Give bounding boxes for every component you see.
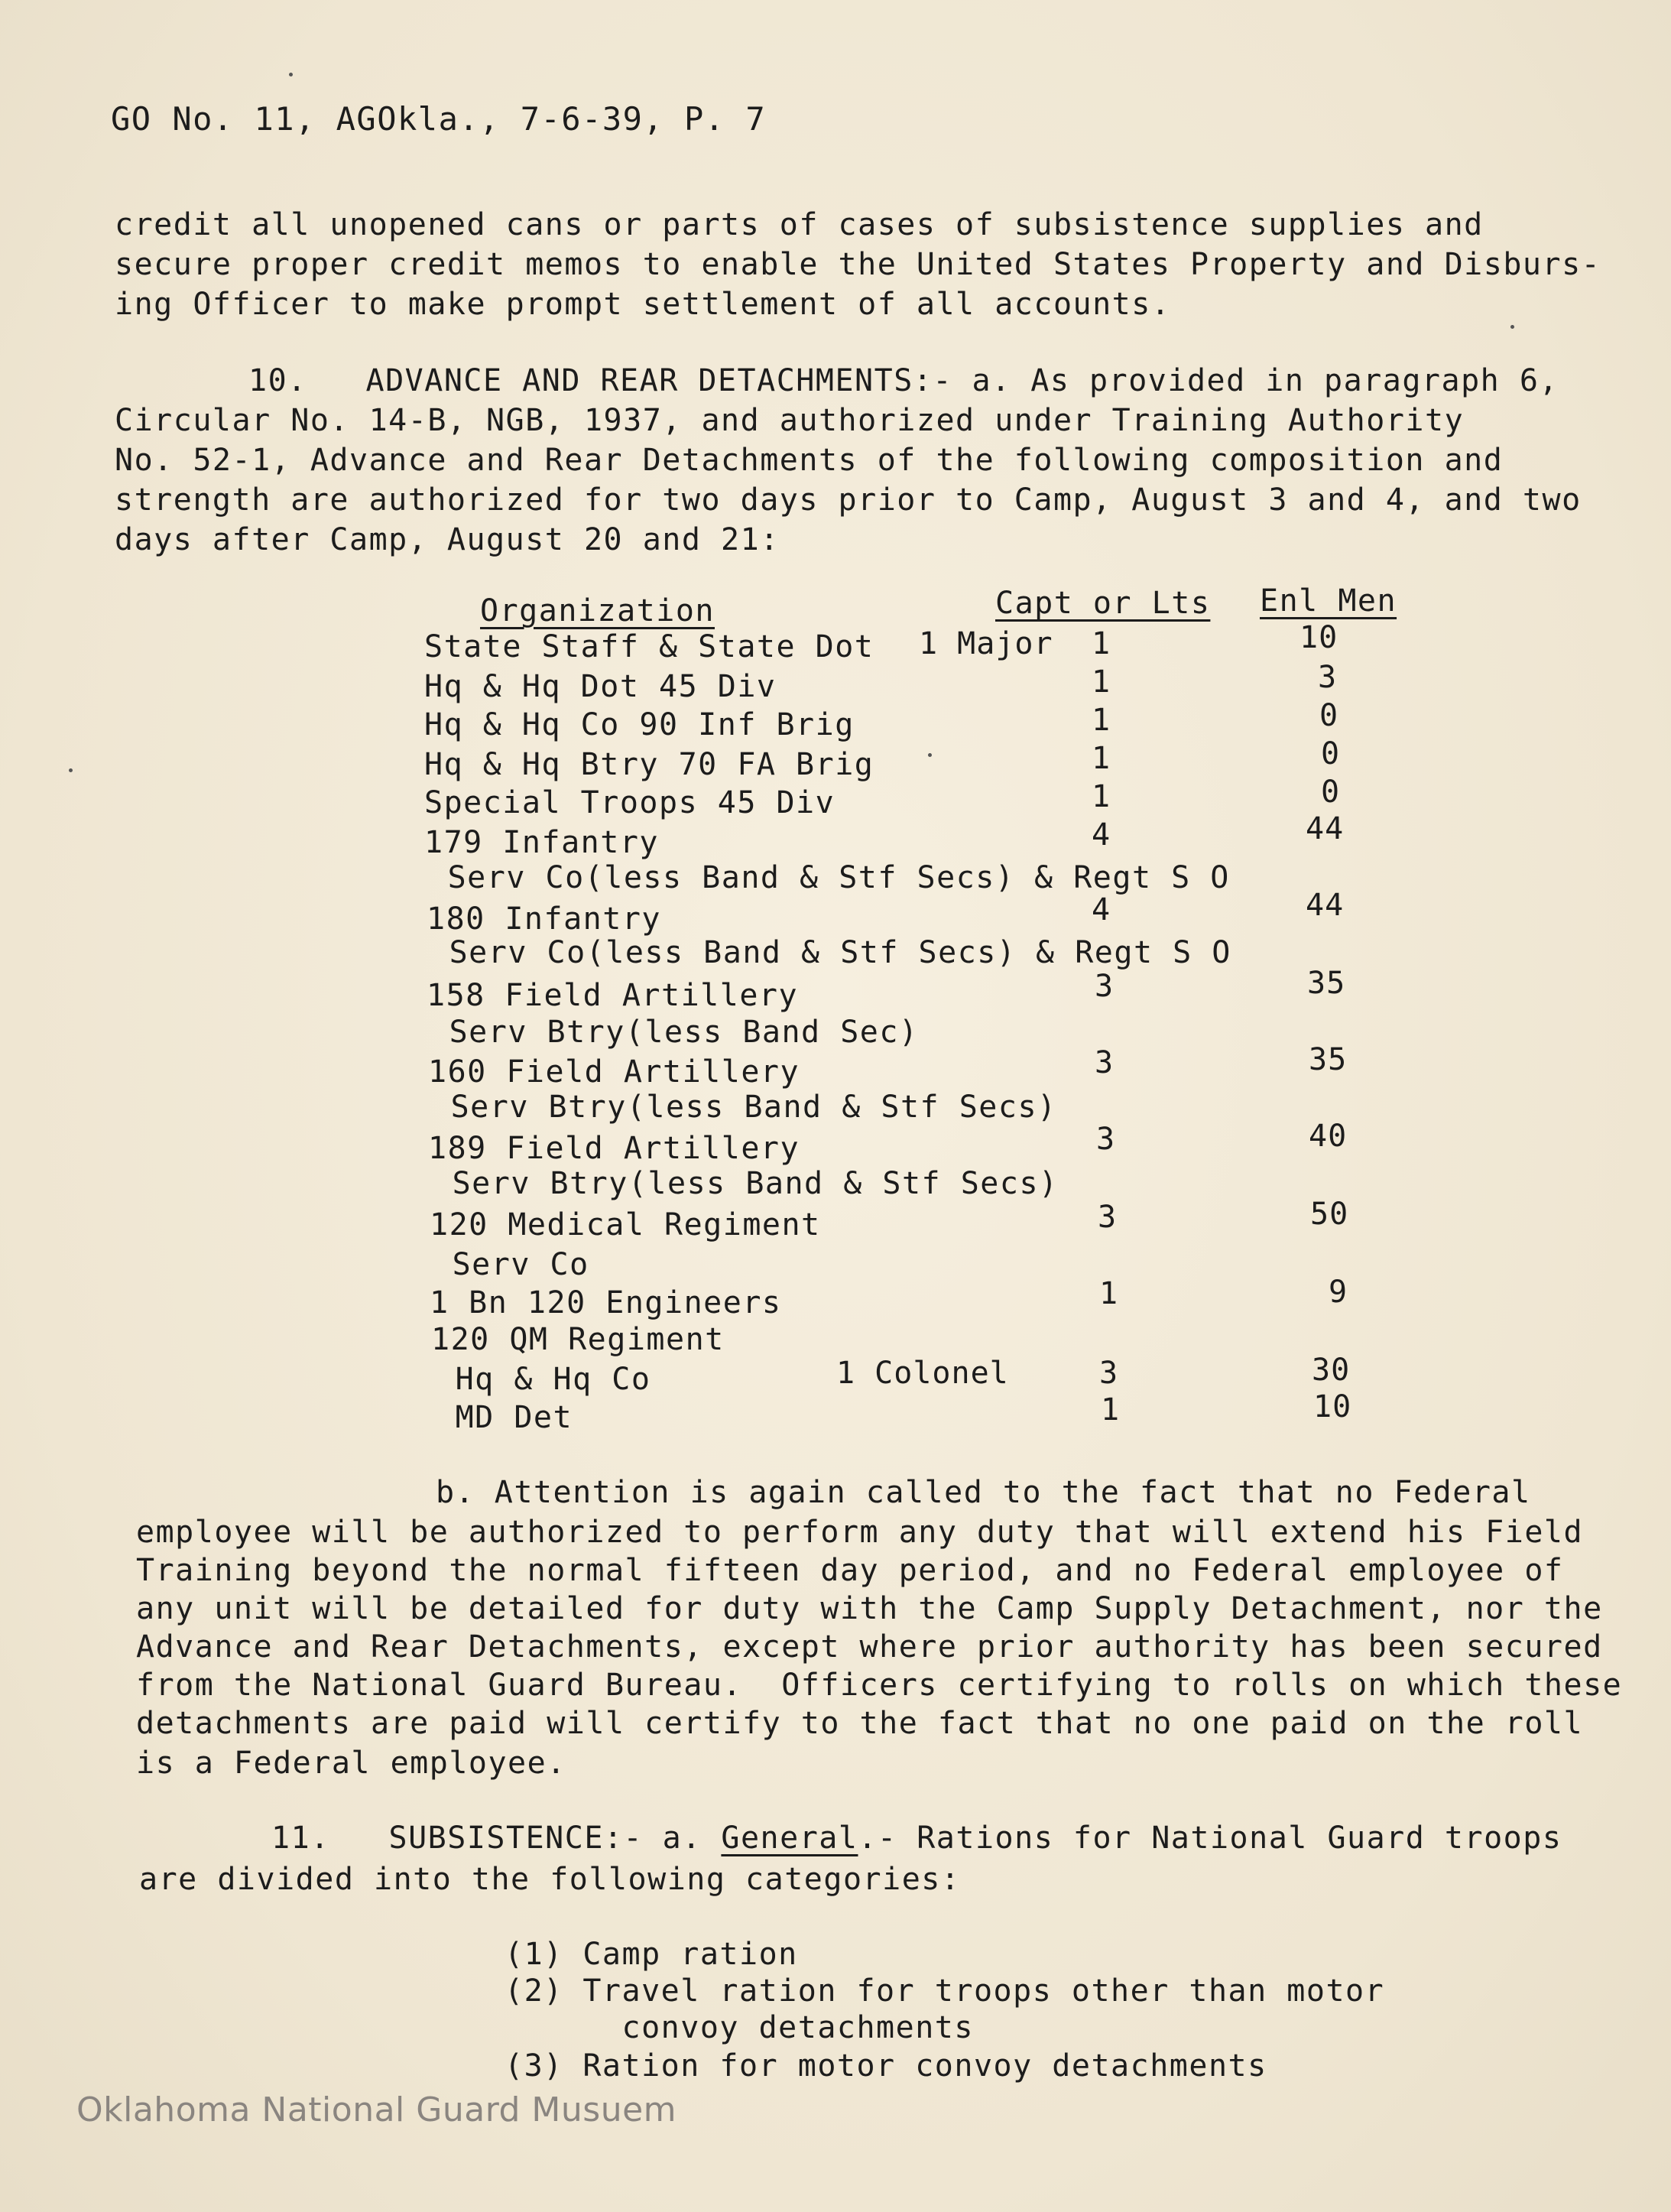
paragraph-10-line: No. 52-1, Advance and Rear Detachments of the following composition and — [115, 443, 1504, 478]
row-enlisted: 9 — [1329, 1275, 1348, 1310]
row-organization: Hq & Hq Co — [436, 1362, 651, 1397]
row-enlisted: 50 — [1310, 1197, 1349, 1232]
paragraph-10b-line: any unit will be detailed for duty with the Camp Supply Detachment, nor the — [136, 1591, 1603, 1626]
row-enlisted: 35 — [1307, 966, 1346, 1001]
row-officers: 1 — [1092, 741, 1111, 776]
row-enlisted: 0 — [1321, 775, 1341, 810]
row-enlisted: 44 — [1306, 888, 1345, 923]
column-header-officers: Capt or Lts — [995, 586, 1211, 621]
row-organization: State Staff & State Dot — [424, 629, 874, 664]
row-officers: 1 — [1092, 664, 1111, 700]
paragraph-10-line: Circular No. 14-B, NGB, 1937, and authorized under Training Authority — [115, 403, 1465, 438]
row-officers: 1 — [1101, 1392, 1121, 1428]
row-enlisted: 10 — [1299, 620, 1338, 655]
row-organization: 179 Infantry — [424, 825, 659, 860]
row-officers: 1 — [1092, 626, 1111, 661]
paragraph-11-line — [271, 1820, 1562, 1856]
row-officers: 4 — [1092, 892, 1111, 927]
row-officers: 1 — [1092, 703, 1111, 738]
paper-speck — [928, 753, 932, 757]
row-organization: 189 Field Artillery — [428, 1131, 800, 1166]
intro-line: secure proper credit memos to enable the United States Property and Disburs- — [115, 247, 1601, 282]
paragraph-10b-line: employee will be authorized to perform any duty that will extend his Field — [136, 1515, 1584, 1550]
row-officers: 3 — [1099, 1356, 1119, 1391]
ration-list-item: (1) Camp ration — [505, 1937, 798, 1972]
page-header: GO No. 11, AGOkla., 7-6-39, P. 7 — [111, 100, 767, 138]
intro-line: ing Officer to make prompt settlement of all accounts. — [115, 287, 1171, 322]
row-organization: Serv Co(less Band & Stf Secs) & Regt S O — [428, 860, 1230, 895]
row-rank: 1 Colonel — [836, 1356, 1009, 1391]
paragraph-10b-line: b. Attention is again called to the fact that no Federal — [436, 1475, 1531, 1510]
row-organization: Special Troops 45 Div — [424, 785, 836, 820]
row-organization: MD Det — [436, 1400, 573, 1435]
row-enlisted: 3 — [1318, 660, 1338, 695]
intro-line: credit all unopened cans or parts of cases of subsistence supplies and — [115, 207, 1484, 242]
row-organization: 160 Field Artillery — [428, 1054, 800, 1090]
row-organization: 180 Infantry — [427, 901, 661, 937]
row-officers: 3 — [1095, 1045, 1115, 1080]
row-organization: Serv Btry(less Band & Stf Secs) — [433, 1166, 1059, 1201]
row-organization: Serv Btry(less Band & Stf Secs) — [431, 1090, 1057, 1125]
paragraph-10b-line: Advance and Rear Detachments, except where prior authority has been secured — [136, 1629, 1603, 1665]
row-enlisted: 30 — [1312, 1353, 1351, 1388]
paragraph-11-general: General — [721, 1821, 858, 1856]
row-enlisted: 40 — [1309, 1119, 1348, 1154]
column-header-organization: Organization — [480, 593, 715, 629]
row-enlisted: 10 — [1313, 1389, 1352, 1424]
paragraph-10b-line: is a Federal employee. — [136, 1746, 566, 1781]
paragraph-11-line: are divided into the following categories: — [139, 1862, 961, 1897]
row-organization: Serv Btry(less Band Sec) — [430, 1015, 919, 1050]
paragraph-10-line: 10. ADVANCE AND REAR DETACHMENTS:- a. As provided in paragraph 6, — [248, 363, 1559, 398]
paper-speck — [69, 768, 73, 772]
ration-list-item: (2) Travel ration for troops other than motor — [505, 1973, 1385, 2009]
row-organization: 120 QM Regiment — [431, 1322, 725, 1357]
row-enlisted: 35 — [1309, 1042, 1348, 1077]
paragraph-10b-line: from the National Guard Bureau. Officers certifying to rolls on which these — [136, 1668, 1623, 1703]
paragraph-11-lead: 11. SUBSISTENCE:- a. — [271, 1821, 722, 1856]
paragraph-10-line: days after Camp, August 20 and 21: — [115, 522, 780, 557]
row-organization: 120 Medical Regiment — [430, 1207, 821, 1242]
row-organization: 158 Field Artillery — [427, 978, 799, 1013]
row-organization: Serv Co — [433, 1247, 589, 1282]
row-officers: 3 — [1098, 1200, 1118, 1235]
paper-speck — [1510, 325, 1514, 329]
row-organization: Serv Co(less Band & Stf Secs) & Regt S O — [430, 935, 1231, 970]
paragraph-11-rest: .- Rations for National Guard troops — [858, 1821, 1562, 1856]
museum-watermark: Oklahoma National Guard Musuem — [76, 2090, 677, 2129]
paper-speck — [289, 73, 293, 76]
paragraph-10-line: strength are authorized for two days prior to Camp, August 3 and 4, and two — [115, 482, 1582, 518]
row-officers: 1 — [1099, 1276, 1119, 1311]
row-enlisted: 44 — [1306, 811, 1345, 846]
row-enlisted: 0 — [1321, 736, 1341, 771]
row-organization: Hq & Hq Co 90 Inf Brig — [424, 707, 855, 742]
row-officers: 3 — [1096, 1122, 1116, 1157]
paragraph-10b-line: detachments are paid will certify to the fact that no one paid on the roll — [136, 1706, 1584, 1741]
row-organization: 1 Bn 120 Engineers — [430, 1285, 782, 1320]
row-organization: Hq & Hq Btry 70 FA Brig — [424, 747, 874, 782]
row-officers: 3 — [1095, 969, 1115, 1004]
row-officers: 1 — [1092, 779, 1111, 814]
paragraph-10b-line: Training beyond the normal fifteen day period, and no Federal employee of — [136, 1553, 1564, 1588]
row-enlisted: 0 — [1319, 698, 1339, 733]
ration-list-item: convoy detachments — [505, 2010, 974, 2045]
row-organization: Hq & Hq Dot 45 Div — [424, 669, 777, 704]
column-header-enlisted: Enl Men — [1260, 583, 1397, 619]
row-rank: 1 Major — [919, 626, 1053, 661]
row-officers: 4 — [1092, 817, 1111, 853]
ration-list-item: (3) Ration for motor convoy detachments — [505, 2048, 1267, 2084]
